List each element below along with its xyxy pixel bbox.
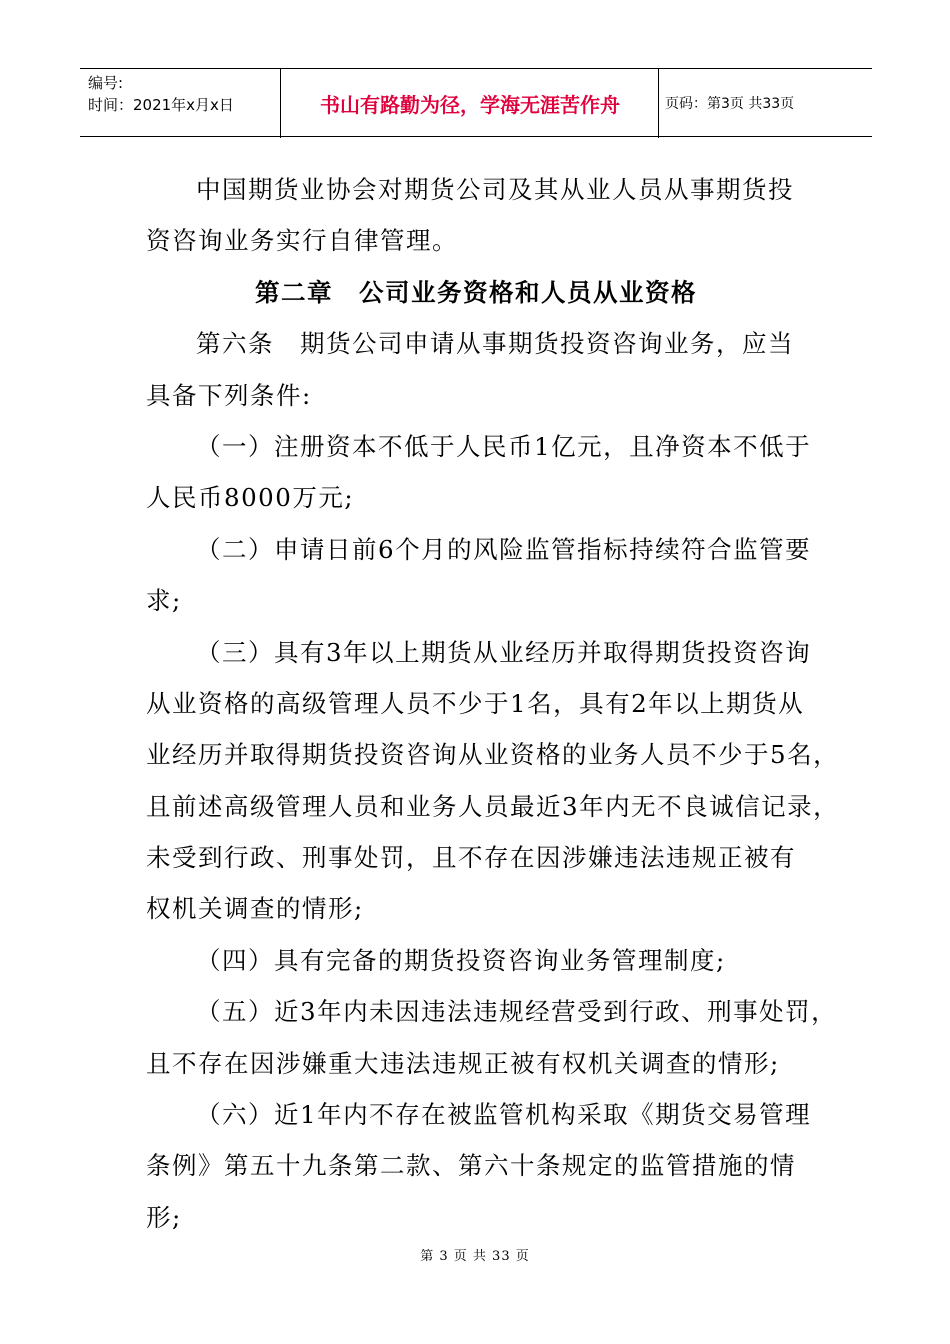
body-line: （一）注册资本不低于人民币1亿元，且净资本不低于 — [196, 431, 812, 461]
header-divider-left — [280, 68, 281, 138]
page-header — [80, 68, 872, 138]
body-line: 形; — [146, 1202, 182, 1232]
page-footer: 第 3 页 共 33 页 — [420, 1249, 530, 1264]
body-line: 条例》第五十九条第二款、第六十条规定的监管措施的情 — [146, 1151, 796, 1181]
body-line: （四）具有完备的期货投资咨询业务管理制度; — [196, 945, 726, 975]
body-line: 且不存在因涉嫌重大违法违规正被有权机关调查的情形; — [146, 1048, 780, 1078]
chapter-heading: 第二章 公司业务资格和人员从业资格 — [255, 277, 697, 307]
body-line: 具备下列条件: — [146, 380, 312, 410]
header-divider-right — [658, 68, 659, 138]
body-line: 业经历并取得期货投资咨询从业资格的业务人员不少于5名， — [146, 740, 840, 770]
body-line: 资咨询业务实行自律管理。 — [146, 226, 458, 256]
header-page-info: 页码：第3页 共33页 — [665, 96, 795, 112]
body-line: 从业资格的高级管理人员不少于1名，具有2年以上期货从 — [146, 688, 805, 718]
body-line: （六）近1年内不存在被监管机构采取《期货交易管理 — [196, 1100, 812, 1130]
body-line: （五）近3年内未因违法违规经营受到行政、刑事处罚， — [196, 997, 838, 1027]
body-line: （三）具有3年以上期货从业经历并取得期货投资咨询 — [196, 637, 812, 667]
body-line: 未受到行政、刑事处罚，且不存在因涉嫌违法违规正被有 — [146, 843, 796, 873]
body-line: （二）申请日前6个月的风险监管指标持续符合监管要 — [196, 534, 812, 564]
body-line: 第六条 期货公司申请从事期货投资咨询业务，应当 — [196, 329, 794, 359]
header-motto: 书山有路勤为径，学海无涯苦作舟 — [320, 92, 620, 117]
body-line: 中国期货业协会对期货公司及其从业人员从事期货投 — [196, 175, 794, 204]
header-number-label: 编号: — [88, 74, 124, 92]
body-line: 求; — [146, 586, 182, 616]
body-line: 权机关调查的情形; — [146, 894, 364, 924]
body-line: 人民币8000万元; — [146, 483, 355, 513]
header-meta — [88, 72, 278, 116]
header-time-label: 时间：2021年x月x日 — [88, 96, 234, 114]
body-line: 且前述高级管理人员和业务人员最近3年内无不良诚信记录， — [146, 791, 840, 821]
document-body — [146, 164, 840, 1243]
